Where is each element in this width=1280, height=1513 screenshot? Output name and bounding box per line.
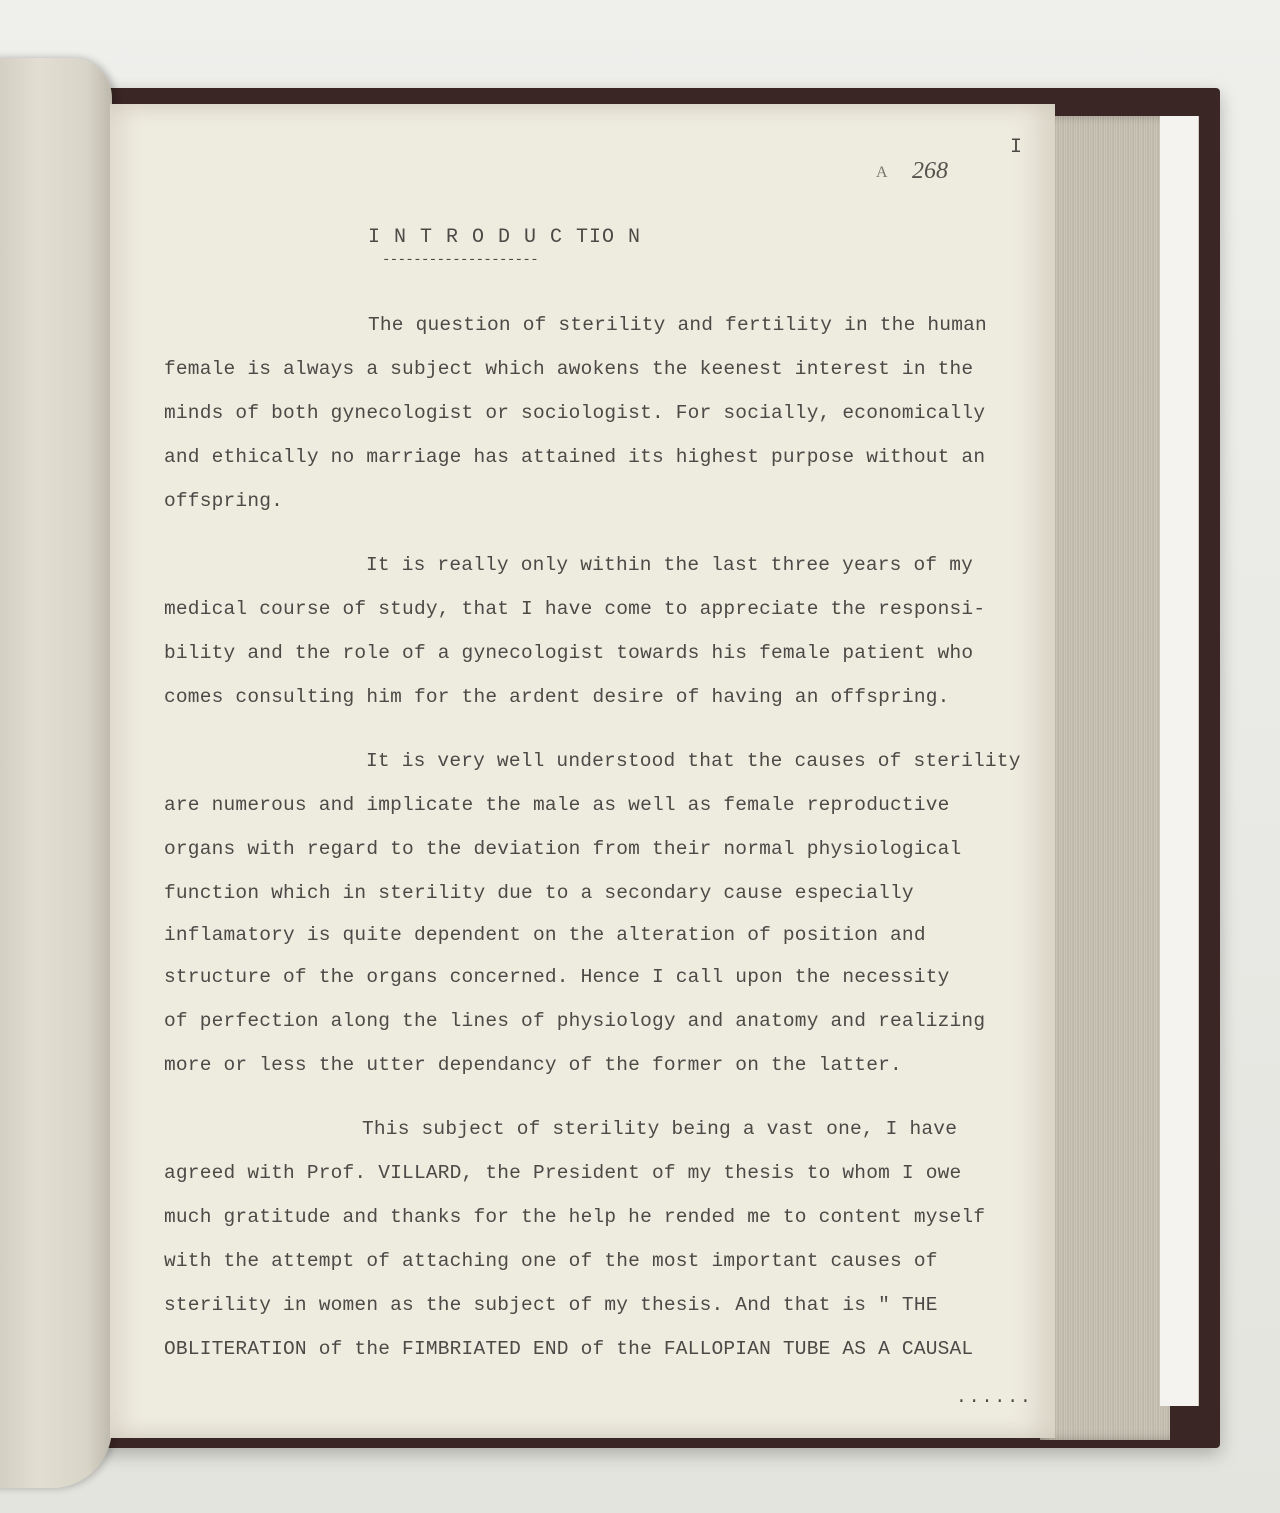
text-line: medical course of study, that I have come to appreciate the responsi-	[164, 598, 986, 620]
text-line: organs with regard to the deviation from their normal physiological	[164, 838, 962, 860]
page-block-edges	[1040, 116, 1170, 1440]
text-line: of perfection along the lines of physiology and anatomy and realizing	[164, 1010, 986, 1032]
heading-underline: --------------------	[382, 252, 539, 268]
text-line: are numerous and implicate the male as well as female reproductive	[164, 794, 950, 816]
text-line: It is really only within the last three years of my	[366, 554, 973, 576]
text-line: OBLITERATION of the FIMBRIATED END of the FALLOPIAN TUBE AS A CAUSAL	[164, 1338, 974, 1360]
text-line: structure of the organs concerned. Hence I call upon the necessity	[164, 966, 950, 988]
text-line: function which in sterility due to a secondary cause especially	[164, 882, 914, 904]
text-line: offspring.	[164, 490, 284, 512]
left-page-curl	[0, 58, 112, 1488]
insert-sheet-edge	[1160, 116, 1199, 1406]
stamp-mark: A	[876, 164, 888, 181]
text-line: comes consulting him for the ardent desire of having an offspring.	[164, 686, 950, 708]
page-number: I	[1010, 136, 1023, 159]
text-line: It is very well understood that the causes of sterility	[366, 750, 1021, 772]
text-line: The question of sterility and fertility in the human	[368, 314, 987, 336]
continuation-dots: ......	[956, 1388, 1033, 1408]
text-line: sterility in women as the subject of my thesis. And that is " THE	[164, 1294, 938, 1316]
text-line: inflamatory is quite dependent on the alteration of position and	[164, 924, 926, 946]
text-line: agreed with Prof. VILLARD, the President of my thesis to whom I owe	[164, 1162, 962, 1184]
text-line: and ethically no marriage has attained its highest purpose without an	[164, 446, 986, 468]
text-line: with the attempt of attaching one of the most important causes of	[164, 1250, 938, 1272]
handwritten-page-number: 268	[912, 158, 948, 184]
text-line: more or less the utter dependancy of the former on the latter.	[164, 1054, 902, 1076]
text-line: minds of both gynecologist or sociologist. For socially, economically	[164, 402, 986, 424]
text-line: much gratitude and thanks for the help he rended me to content myself	[164, 1206, 986, 1228]
text-line: This subject of sterility being a vast one, I have	[362, 1118, 958, 1140]
text-line: female is always a subject which awokens the keenest interest in the	[164, 358, 974, 380]
text-line: bility and the role of a gynecologist towards his female patient who	[164, 642, 974, 664]
section-heading: I N T R O D U C TIO N	[368, 226, 642, 249]
